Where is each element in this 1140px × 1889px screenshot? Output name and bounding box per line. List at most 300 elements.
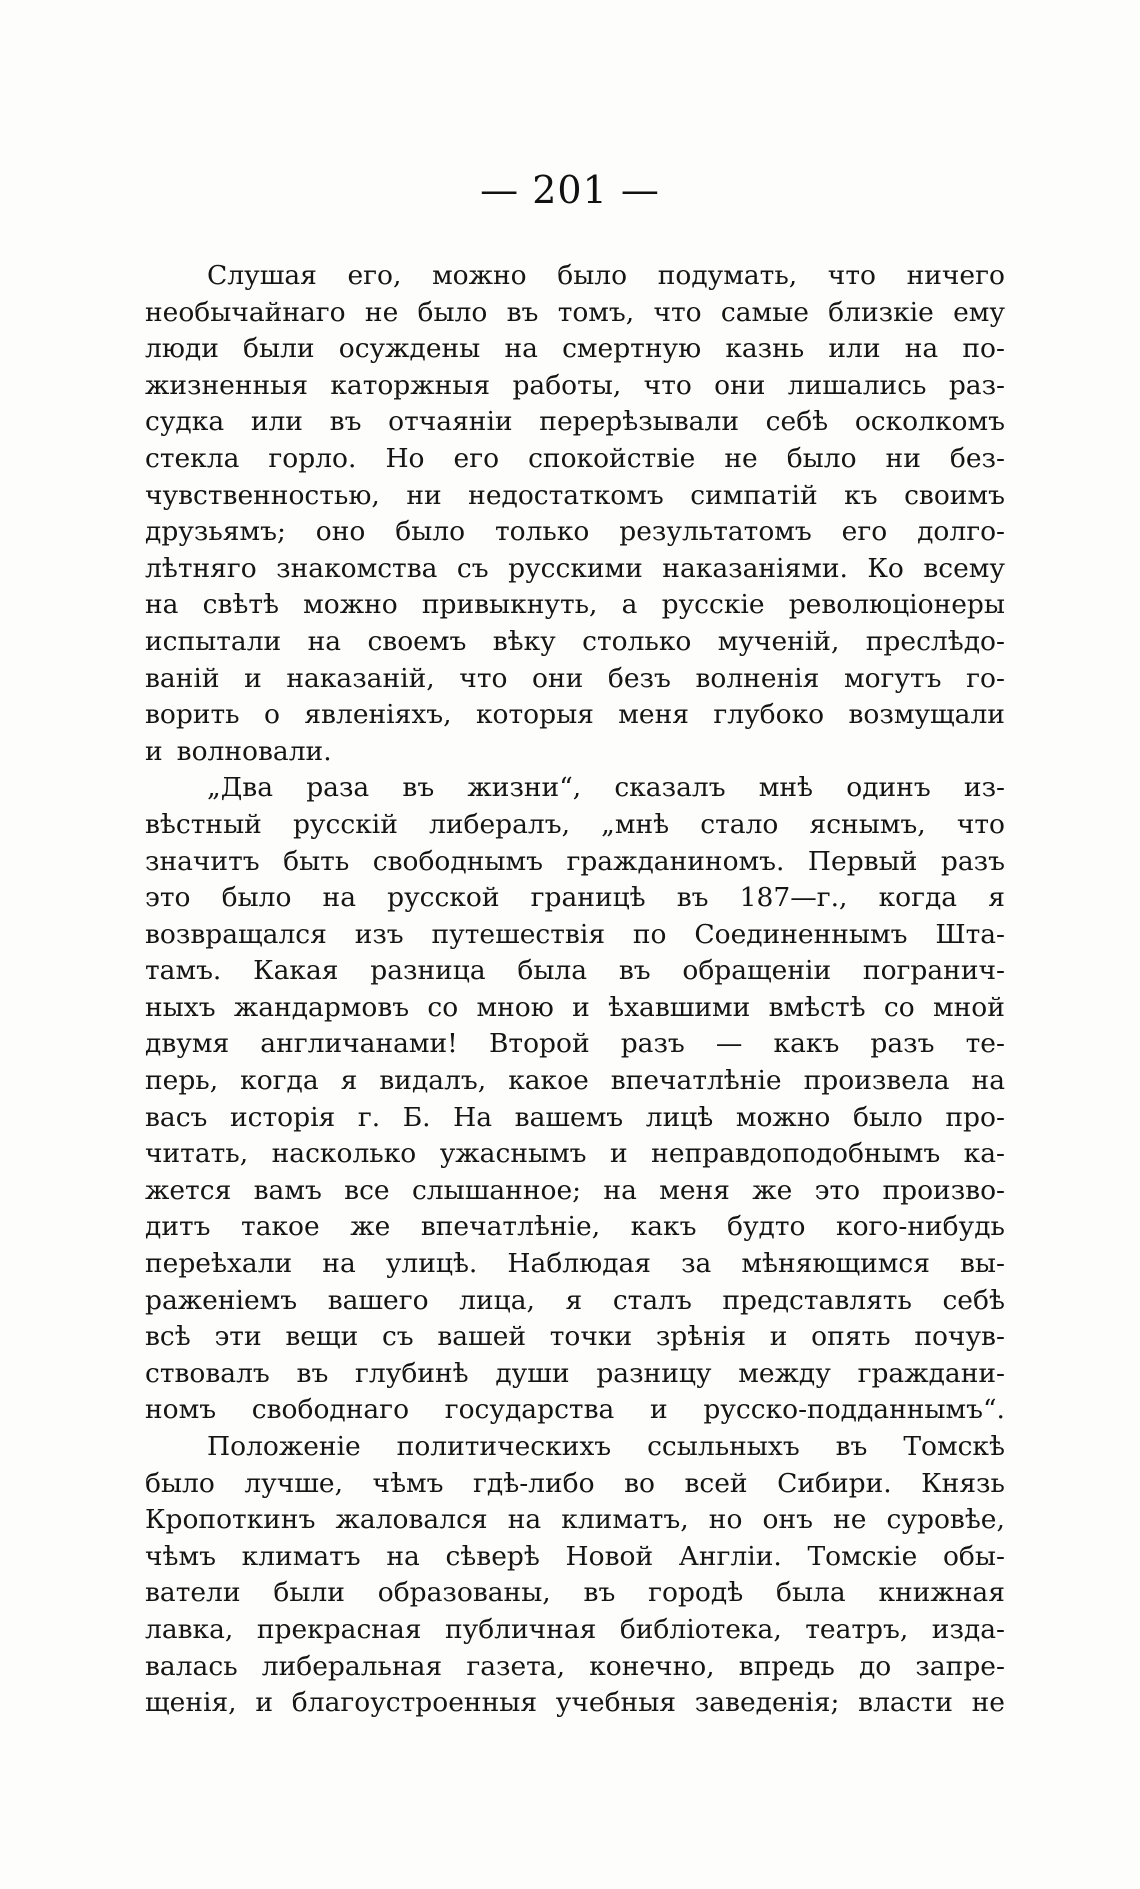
word: оно [315, 516, 366, 548]
text-line [145, 953, 1005, 990]
word: мнѣ [758, 772, 814, 804]
word: въ [506, 296, 539, 328]
word: русско-подданнымъ“. [703, 1394, 1005, 1426]
word: мной [933, 991, 1005, 1023]
word: души [495, 1357, 570, 1389]
word: ни [406, 479, 442, 511]
word: были [243, 333, 315, 365]
text-line [145, 990, 1005, 1027]
word: люди [145, 333, 219, 365]
word: что [643, 369, 692, 401]
text-line [145, 697, 1005, 734]
text-line [145, 1209, 1005, 1246]
word: вашемъ [514, 1101, 624, 1133]
word: можно [735, 1101, 831, 1133]
word: я [988, 882, 1005, 914]
word: Второй [488, 1028, 590, 1060]
word: Слушая [207, 260, 317, 291]
word: на [507, 1504, 542, 1536]
word: это [814, 1174, 861, 1206]
word: въ [835, 1431, 868, 1462]
word: и [769, 1321, 788, 1353]
word: вещи [285, 1321, 359, 1353]
word: дитъ [145, 1211, 211, 1243]
word: библіотека, [619, 1613, 782, 1645]
word: я [565, 1284, 583, 1316]
text-line [145, 404, 1005, 441]
word: жандармовъ [233, 991, 410, 1023]
word: погранич- [862, 955, 1005, 987]
word: можно [432, 260, 527, 291]
word: ѣхавшими [608, 991, 751, 1023]
word: себѣ [942, 1284, 1005, 1316]
text-line [145, 807, 1005, 844]
word: въ [329, 406, 362, 438]
word: свободнымъ [372, 845, 543, 877]
word: только [494, 516, 590, 548]
word: ствовалъ [145, 1357, 270, 1389]
word: отчаяніи [388, 406, 513, 438]
word: осколкомъ [854, 406, 1005, 438]
word: что [459, 662, 508, 694]
word: лѣтняго [145, 552, 257, 584]
word: номъ [145, 1394, 217, 1426]
word: онъ [762, 1504, 813, 1536]
text-line [145, 551, 1005, 588]
word: подумать, [657, 260, 798, 291]
word: жется [145, 1174, 232, 1206]
word: сталъ [612, 1284, 692, 1316]
word: двумя [145, 1028, 230, 1060]
word: необычайнаго [145, 296, 346, 328]
word: „мнѣ [601, 808, 670, 840]
word: разницу [596, 1357, 712, 1389]
word: не [724, 442, 758, 474]
word: и [145, 735, 163, 767]
word: ничего [906, 260, 1005, 291]
word: каторжныя [330, 369, 491, 401]
word: волновали. [176, 735, 332, 767]
word: мѣняющимся [741, 1248, 930, 1280]
text-line [145, 844, 1005, 881]
word: что [827, 260, 876, 291]
text-line [145, 368, 1005, 405]
word: столько [582, 625, 692, 657]
word: Англіи. [678, 1540, 782, 1572]
word: было [786, 442, 857, 474]
word: точки [549, 1321, 633, 1353]
word: вмѣстѣ [768, 991, 866, 1023]
word: возвращался [145, 918, 327, 950]
page-number: — 201 — [480, 168, 660, 212]
word: мученій, [717, 625, 840, 657]
text-line [145, 478, 1005, 515]
word: Новой [565, 1540, 654, 1572]
word: ему [953, 296, 1005, 328]
word: его [453, 442, 500, 474]
word: Сибири. [777, 1467, 892, 1499]
text-line [145, 331, 1005, 368]
word: Кропоткинъ [145, 1504, 316, 1536]
word: Наблюдая [507, 1248, 652, 1280]
word: судка [145, 406, 225, 438]
word: въ [402, 772, 435, 804]
word: власти [858, 1687, 953, 1719]
word: исторія [229, 1101, 336, 1133]
word: Соединеннымъ [694, 918, 908, 950]
text-line [145, 441, 1005, 478]
word: на [603, 1174, 637, 1206]
word: впечатлѣніе, [420, 1211, 601, 1243]
word: границѣ [530, 882, 646, 914]
text-line [145, 1539, 1005, 1576]
word: ужаснымъ [439, 1138, 587, 1170]
word: было [145, 1467, 215, 1499]
word: которыя [475, 699, 594, 731]
word: газета, [466, 1650, 566, 1682]
word: — [715, 1028, 743, 1060]
word: было [221, 882, 292, 914]
word: наказаніями. [662, 552, 848, 584]
word: я [340, 1065, 358, 1097]
text-line [145, 1392, 1005, 1429]
word: книжная [878, 1577, 1005, 1609]
word: о [263, 699, 280, 731]
word: разъ [940, 845, 1005, 877]
word: съ [456, 552, 489, 584]
word: англичанами! [260, 1028, 458, 1060]
word: либеральная [261, 1650, 443, 1682]
word: все [344, 1174, 390, 1206]
word: и [610, 1138, 628, 1170]
word: „Два [207, 772, 273, 804]
word: самые [720, 296, 809, 328]
word: когда [240, 1065, 319, 1097]
word: его [841, 516, 888, 548]
word: привыкнуть, [421, 589, 598, 621]
word: жизненныя [145, 369, 308, 401]
word: раженіемъ [145, 1284, 298, 1316]
text-line [145, 1685, 1005, 1722]
word: будто [727, 1211, 806, 1243]
word: не [971, 1687, 1005, 1719]
word: знакомства [276, 552, 438, 584]
text-line [145, 770, 1005, 807]
word: его, [347, 260, 402, 291]
word: неправдоподобнымъ [651, 1138, 941, 1170]
word: впечатлѣніе [610, 1065, 782, 1097]
word: что [956, 808, 1005, 840]
word: они [532, 662, 584, 694]
word: явленіяхъ, [304, 699, 452, 731]
word: томъ, [557, 296, 635, 328]
word: можно [303, 589, 398, 621]
word: публичная [444, 1613, 597, 1645]
word: стекла [145, 442, 240, 474]
word: или [250, 406, 303, 438]
word: въ [618, 955, 651, 987]
word: съ [381, 1321, 414, 1353]
word: Но [385, 442, 425, 474]
word: со [883, 991, 915, 1023]
word: въ [583, 1577, 616, 1609]
word: быть [283, 845, 350, 877]
text-line [145, 1063, 1005, 1100]
word: на [145, 589, 179, 621]
text-line [145, 1246, 1005, 1283]
word: чувственностью, [145, 479, 380, 511]
word: или [828, 333, 881, 365]
word: зрѣнія [655, 1321, 747, 1353]
text-line [145, 1502, 1005, 1539]
word: было [852, 1101, 923, 1133]
text-line [145, 587, 1005, 624]
word: климатъ [241, 1540, 361, 1572]
word: свободнаго [251, 1394, 410, 1426]
word: гражданиномъ. [566, 845, 785, 877]
text-line [145, 1649, 1005, 1686]
word: была [517, 955, 588, 987]
word: лавка, [145, 1613, 234, 1645]
word: русскими [508, 552, 643, 584]
word: на [322, 1248, 356, 1280]
word: волненія [695, 662, 820, 694]
word: и [255, 1687, 274, 1719]
word: какъ [773, 1028, 840, 1060]
word: не [364, 296, 399, 328]
word: суровѣе, [886, 1504, 1005, 1536]
word: чѣмъ [372, 1467, 444, 1499]
word: государства [444, 1394, 615, 1426]
word: такое [241, 1211, 320, 1243]
word: Томскіе [807, 1540, 918, 1572]
word: вашего [327, 1284, 429, 1316]
word: испытали [145, 625, 282, 657]
word: городѣ [648, 1577, 744, 1609]
text-line [145, 258, 1005, 295]
word: на [322, 882, 356, 914]
word: раза [306, 772, 370, 804]
word: Положеніе [207, 1431, 361, 1462]
text-line [145, 917, 1005, 954]
word: разъ [620, 1028, 685, 1060]
word: по- [962, 333, 1005, 365]
word: разъ [870, 1028, 935, 1060]
word: ка- [963, 1138, 1005, 1170]
word: своимъ [904, 479, 1005, 511]
word: было [395, 516, 466, 548]
word: русскій [292, 808, 398, 840]
word: путешествія [431, 918, 606, 950]
word: мною [476, 991, 554, 1023]
word: ваній [145, 662, 220, 694]
word: когда [878, 882, 958, 914]
word: на [386, 1540, 420, 1572]
word: опять [811, 1321, 891, 1353]
word: прекрасная [256, 1613, 422, 1645]
word: 187—г., [739, 882, 848, 914]
word: и [572, 991, 590, 1023]
word: всѣ [145, 1321, 191, 1353]
word: перерѣзывали [539, 406, 739, 438]
word: русской [387, 882, 500, 914]
word: была [776, 1577, 846, 1609]
text-line [145, 1575, 1005, 1612]
word: на [904, 333, 939, 365]
body-text [145, 258, 1005, 1722]
word: вѣку [492, 625, 556, 657]
word: возмущали [848, 699, 1005, 731]
word: эти [214, 1321, 262, 1353]
word: глубинѣ [355, 1357, 469, 1389]
word: же [350, 1211, 391, 1243]
text-line [145, 661, 1005, 698]
word: сѣверѣ [445, 1540, 540, 1572]
word: ни [885, 442, 921, 474]
word: ворить [145, 699, 240, 731]
word: свѣтѣ [202, 589, 279, 621]
word: слышанное; [411, 1174, 582, 1206]
word: Князь [921, 1467, 1005, 1499]
word: было [557, 260, 628, 291]
word: заведенія; [694, 1687, 840, 1719]
word: вы- [960, 1248, 1005, 1280]
word: Ко [867, 552, 904, 584]
word: стало [700, 808, 779, 840]
word: что [653, 296, 702, 328]
word: жизни“, [467, 772, 582, 804]
word: въ [296, 1357, 329, 1389]
word: казнь [725, 333, 805, 365]
word: безъ [607, 662, 671, 694]
word: лицѣ [645, 1101, 714, 1133]
word: близкіе [828, 296, 934, 328]
word: лишались [787, 369, 927, 401]
word: они [714, 369, 766, 401]
word: смертную [562, 333, 702, 365]
text-line [145, 880, 1005, 917]
word: могутъ [843, 662, 942, 694]
word: симпатій [690, 479, 818, 511]
word: своемъ [367, 625, 467, 657]
word: чѣмъ [145, 1540, 216, 1572]
word: разница [370, 955, 486, 987]
word: осуждены [338, 333, 481, 365]
word: на [971, 1065, 1005, 1097]
text-line [145, 1429, 1005, 1466]
word: между [738, 1357, 831, 1389]
word: и [649, 1394, 668, 1426]
word: результатомъ [619, 516, 812, 548]
word: изъ [354, 918, 404, 950]
word: были [273, 1577, 345, 1609]
word: меня [618, 699, 689, 731]
word: климатъ, [561, 1504, 689, 1536]
text-line [145, 1466, 1005, 1503]
word: по [632, 918, 667, 950]
word: преслѣдо- [865, 625, 1005, 657]
text-line [145, 1100, 1005, 1137]
word: въ [676, 882, 709, 914]
word: читать, [145, 1138, 249, 1170]
word: всему [923, 552, 1005, 584]
word: представлять [722, 1284, 912, 1316]
word: революціонеры [788, 589, 1005, 621]
word: во [624, 1467, 655, 1499]
word: и [244, 662, 262, 694]
word: обращеніи [682, 955, 832, 987]
word: либералъ, [429, 808, 571, 840]
word: ватели [145, 1577, 241, 1609]
word: валась [145, 1650, 238, 1682]
word: щенія, [145, 1687, 237, 1719]
word: но [708, 1504, 743, 1536]
text-line [145, 1319, 1005, 1356]
word: улицѣ. [385, 1248, 478, 1280]
word: изда- [931, 1613, 1005, 1645]
word: граждани- [857, 1357, 1005, 1389]
word: раз- [948, 369, 1005, 401]
text-line [145, 1173, 1005, 1210]
word: за [681, 1248, 712, 1280]
word: къ [844, 479, 878, 511]
text-line [145, 624, 1005, 661]
word: сказалъ [614, 772, 726, 804]
word: кого-нибудь [836, 1211, 1005, 1243]
word: те- [965, 1028, 1005, 1060]
word: какъ [630, 1211, 697, 1243]
word: впредь [738, 1650, 835, 1682]
word: глубоко [713, 699, 825, 731]
text-line [145, 734, 1005, 771]
word: про- [945, 1101, 1005, 1133]
word: конечно, [589, 1650, 715, 1682]
word: политическихъ [396, 1431, 612, 1462]
word: себѣ [765, 406, 829, 438]
word: го- [966, 662, 1005, 694]
word: благоустроенныя [291, 1687, 538, 1719]
word: ныхъ [145, 991, 216, 1023]
word: перь, [145, 1065, 219, 1097]
word: работы, [512, 369, 622, 401]
word: значитъ [145, 845, 260, 877]
word: было [417, 296, 488, 328]
word: жаловался [335, 1504, 488, 1536]
word: лучше, [244, 1467, 344, 1499]
word: на [504, 333, 538, 365]
text-line [145, 295, 1005, 332]
word: ссыльныхъ [647, 1431, 800, 1462]
word: Б. [402, 1101, 431, 1133]
word: образованы, [377, 1577, 551, 1609]
word: театръ, [805, 1613, 909, 1645]
word: лица, [459, 1284, 535, 1316]
word: без- [949, 442, 1005, 474]
text-line [145, 1136, 1005, 1173]
word: гдѣ-либо [473, 1467, 595, 1499]
word: спокойствіе [528, 442, 696, 474]
text-line [145, 514, 1005, 551]
word: одинъ [846, 772, 931, 804]
word: вамъ [253, 1174, 322, 1206]
word: произво- [882, 1174, 1005, 1206]
word: недостаткомъ [468, 479, 664, 511]
word: обы- [942, 1540, 1005, 1572]
word: меня [659, 1174, 730, 1206]
word: Какая [253, 955, 339, 987]
word: Шта- [935, 918, 1005, 950]
word: не [833, 1504, 867, 1536]
